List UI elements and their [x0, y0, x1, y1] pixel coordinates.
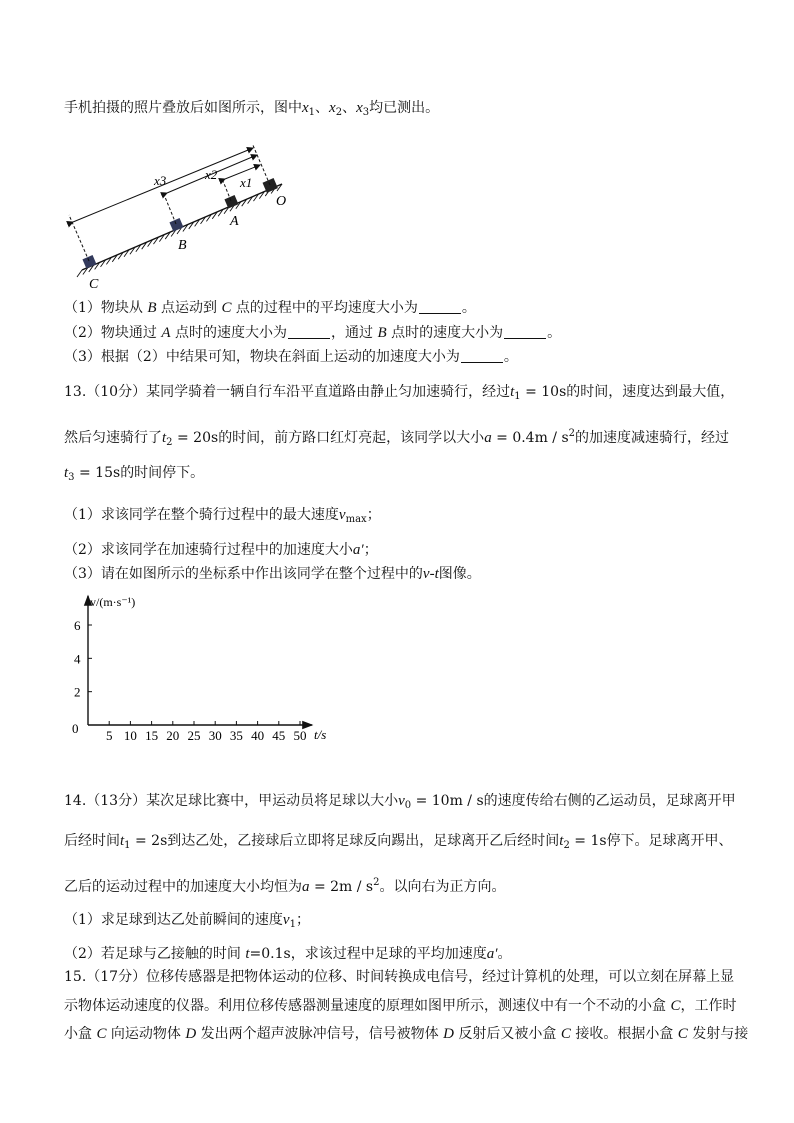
x-tick-label: 10: [123, 728, 137, 743]
point-c: C: [221, 300, 232, 316]
point-b: B: [377, 325, 387, 341]
text: ；: [366, 507, 381, 523]
subscript: 1: [514, 391, 521, 402]
var-x: x: [329, 100, 336, 116]
incline-figure: [60, 145, 300, 295]
var-vt: v-t: [422, 566, 439, 582]
q13-line1: [64, 382, 734, 407]
part-number: （3）: [64, 566, 101, 582]
text: 反射后又被小盒: [453, 1026, 561, 1042]
subscript: 2: [335, 107, 343, 118]
var-c: C: [677, 1026, 688, 1042]
text: 。以向右为正方向。: [379, 879, 506, 895]
var-x: x: [302, 100, 309, 116]
answer-blank[interactable]: [504, 324, 546, 339]
text: 停下。足球离开甲、: [606, 833, 733, 849]
separator: 、: [315, 100, 330, 116]
text: 。: [503, 349, 518, 365]
q14-line3: [64, 873, 506, 897]
text: 图像。: [438, 566, 481, 582]
text: 点的过程中的平均速度大小为: [231, 300, 418, 316]
x-tick-label: 30: [208, 728, 222, 743]
text: 。: [461, 300, 476, 316]
x-tick-label: 50: [293, 728, 307, 743]
var-c: C: [670, 998, 681, 1014]
value: = 2m / s: [309, 879, 374, 895]
text: 若足球与乙接触的时间: [100, 946, 246, 962]
y-tick-label: 4: [74, 651, 81, 667]
q13-line3: [64, 463, 204, 488]
x-tick-label: 45: [272, 728, 286, 743]
label-x3: x3: [154, 173, 167, 188]
var-v: v: [282, 912, 290, 928]
var-c: C: [560, 1026, 571, 1042]
var-t: t: [64, 465, 69, 481]
text: 后经时间: [64, 833, 120, 849]
var-d: D: [185, 1026, 197, 1042]
part-number: （2）: [64, 325, 101, 341]
label-c: C: [89, 277, 99, 292]
subscript: 2: [563, 840, 570, 851]
label-x1: x1: [240, 175, 253, 190]
subscript: 3: [362, 107, 370, 118]
value: = 1s: [569, 833, 607, 849]
subscript: 3: [68, 472, 75, 483]
x-tick-label: 25: [187, 728, 201, 743]
text: 然后匀速骑行了: [64, 430, 162, 446]
text: 到达乙处，乙接球后立即将足球反向踢出，足球离开乙后经时间: [167, 833, 560, 849]
text: ，工作时: [680, 998, 737, 1014]
part-number: （1）: [64, 300, 101, 316]
x-tick-label: 20: [166, 728, 180, 743]
var-t: t: [245, 946, 250, 962]
var-a: a: [484, 430, 492, 446]
y-tick-label: 2: [74, 684, 81, 700]
value: = 10m / s: [411, 793, 484, 809]
var-v: v: [338, 507, 346, 523]
text: 发出两个超声波脉冲信号，信号被物体: [196, 1026, 444, 1042]
x-tick-label: 15: [145, 728, 159, 743]
value: = 0.4m / s: [491, 430, 569, 446]
var-d: D: [443, 1026, 454, 1042]
text: 的加速度减速骑行，经过: [575, 430, 730, 446]
superscript: 2: [373, 877, 380, 888]
text: 的时间，前方路口红灯亮起，该同学以大小: [218, 430, 485, 446]
part-number: （2）: [64, 542, 101, 558]
dash-b: [165, 197, 176, 224]
text: 13.（10分）某同学骑着一辆自行车沿平直道路由静止匀加速骑行，经过: [64, 384, 511, 400]
text: 的时间停下。: [120, 465, 205, 481]
hatch-mark: [77, 270, 82, 277]
subscript: 2: [166, 437, 173, 448]
var-t: t: [510, 384, 515, 400]
origin-label: 0: [72, 721, 79, 736]
var-c: C: [96, 1026, 107, 1042]
text: 点时的速度大小为: [386, 325, 504, 341]
text: 点时的速度大小为: [170, 325, 287, 341]
label-o: O: [276, 194, 287, 209]
x-axis-label: t/s: [314, 727, 327, 742]
part-number: （1）: [64, 912, 101, 928]
var-x: x: [356, 100, 363, 116]
value: = 20s: [172, 430, 219, 446]
block-c: [82, 255, 96, 269]
dash-o: [252, 145, 270, 185]
text: 物块通过: [100, 325, 162, 341]
text: 的速度传给右侧的乙运动员，足球离开甲: [483, 793, 736, 809]
subscript: max: [345, 514, 367, 525]
value: = 15s: [74, 465, 121, 481]
text: 14.（13分）某次足球比赛中，甲运动员将足球以大小: [64, 793, 399, 809]
block-b: [169, 218, 183, 232]
x-tick-label: 5: [105, 728, 113, 743]
superscript: 2: [568, 428, 576, 439]
text: ；: [295, 912, 310, 928]
answer-blank[interactable]: [419, 299, 461, 314]
text: 小盒: [64, 1026, 97, 1042]
answer-blank[interactable]: [288, 324, 330, 339]
intro-text: 均已测出。: [369, 100, 440, 116]
text: 。: [547, 325, 562, 341]
label-x2: x2: [205, 167, 218, 182]
q14-part2: [64, 944, 512, 964]
intro-text: 手机拍摄的照片叠放后如图所示，图中: [64, 100, 302, 116]
q14-part1: [64, 910, 310, 935]
subscript: 1: [308, 107, 316, 118]
y-tick-label: 6: [74, 618, 81, 633]
var-t: t: [559, 833, 564, 849]
x-tick-label: 40: [251, 728, 265, 743]
text: ，通过: [331, 325, 378, 341]
part-number: （2）: [64, 946, 101, 962]
text: 发射与接: [687, 1026, 749, 1042]
incline-hatching: [77, 184, 282, 277]
var-a-prime: a′: [486, 946, 498, 962]
subscript: 1: [289, 919, 296, 930]
y-axis-label: v/(m·s⁻¹): [90, 595, 136, 609]
q15-line2: [64, 996, 736, 1016]
q12-part1: [64, 298, 476, 318]
vt-chart: [60, 592, 350, 750]
q13-part1: [64, 505, 381, 530]
var-t: t: [120, 833, 125, 849]
q13-part2: [64, 540, 378, 560]
x-tick-label: 35: [229, 728, 243, 743]
part-number: （1）: [64, 507, 101, 523]
var-t: t: [162, 430, 167, 446]
value: = 10s: [520, 384, 567, 400]
dash-c: [69, 215, 89, 261]
q14-line1: [64, 791, 736, 816]
value: =0.1s: [249, 946, 291, 962]
q13-line2: [64, 424, 729, 453]
text: 求足球到达乙处前瞬间的速度: [100, 912, 283, 928]
q15-line1: [64, 967, 734, 987]
text: 的时间，速度达到最大值，: [566, 384, 735, 400]
subscript: 0: [404, 800, 412, 811]
q14-line2: [64, 831, 733, 856]
q12-part3: [64, 347, 518, 367]
subscript: 1: [124, 840, 131, 851]
label-b: B: [178, 238, 187, 253]
text: 接收。根据小盒: [570, 1026, 678, 1042]
q13-part3: [64, 564, 481, 584]
separator: 、: [342, 100, 357, 116]
intro-line: [64, 98, 439, 123]
var-a-prime: a′: [352, 542, 364, 558]
block-a: [224, 195, 238, 209]
answer-blank[interactable]: [461, 348, 503, 363]
label-a: A: [230, 214, 239, 229]
q12-part2: [64, 323, 561, 343]
text: ，求该过程中足球的平均加速度: [290, 946, 487, 962]
var-v: v: [398, 793, 405, 809]
text: 15.（17分）位移传感器是把物体运动的位移、时间转换成电信号，经过计算机的处理，可以立刻在屏幕上显: [64, 969, 735, 985]
text: 点运动到: [156, 300, 222, 316]
text: 根据（2）中结果可知，物块在斜面上运动的加速度大小为: [100, 349, 460, 365]
text: 物块从: [100, 300, 148, 316]
text: 请在如图所示的坐标系中作出该同学在整个过程中的: [100, 566, 423, 582]
text: 。: [497, 946, 512, 962]
var-a: a: [302, 879, 310, 895]
text: 向运动物体: [106, 1026, 186, 1042]
point-a: A: [161, 325, 171, 341]
text: ；: [363, 542, 378, 558]
text: 求该同学在加速骑行过程中的加速度大小: [100, 542, 353, 558]
q15-line3: [64, 1024, 748, 1044]
text: 求该同学在整个骑行过程中的最大速度: [100, 507, 339, 523]
part-number: （3）: [64, 349, 101, 365]
value: = 2s: [130, 833, 168, 849]
text: 示物体运动速度的仪器。利用位移传感器测量速度的原理如图甲所示，测速仪中有一个不动的小盒: [64, 998, 671, 1014]
text: 乙后的运动过程中的加速度大小均恒为: [64, 879, 302, 895]
point-b: B: [147, 300, 157, 316]
